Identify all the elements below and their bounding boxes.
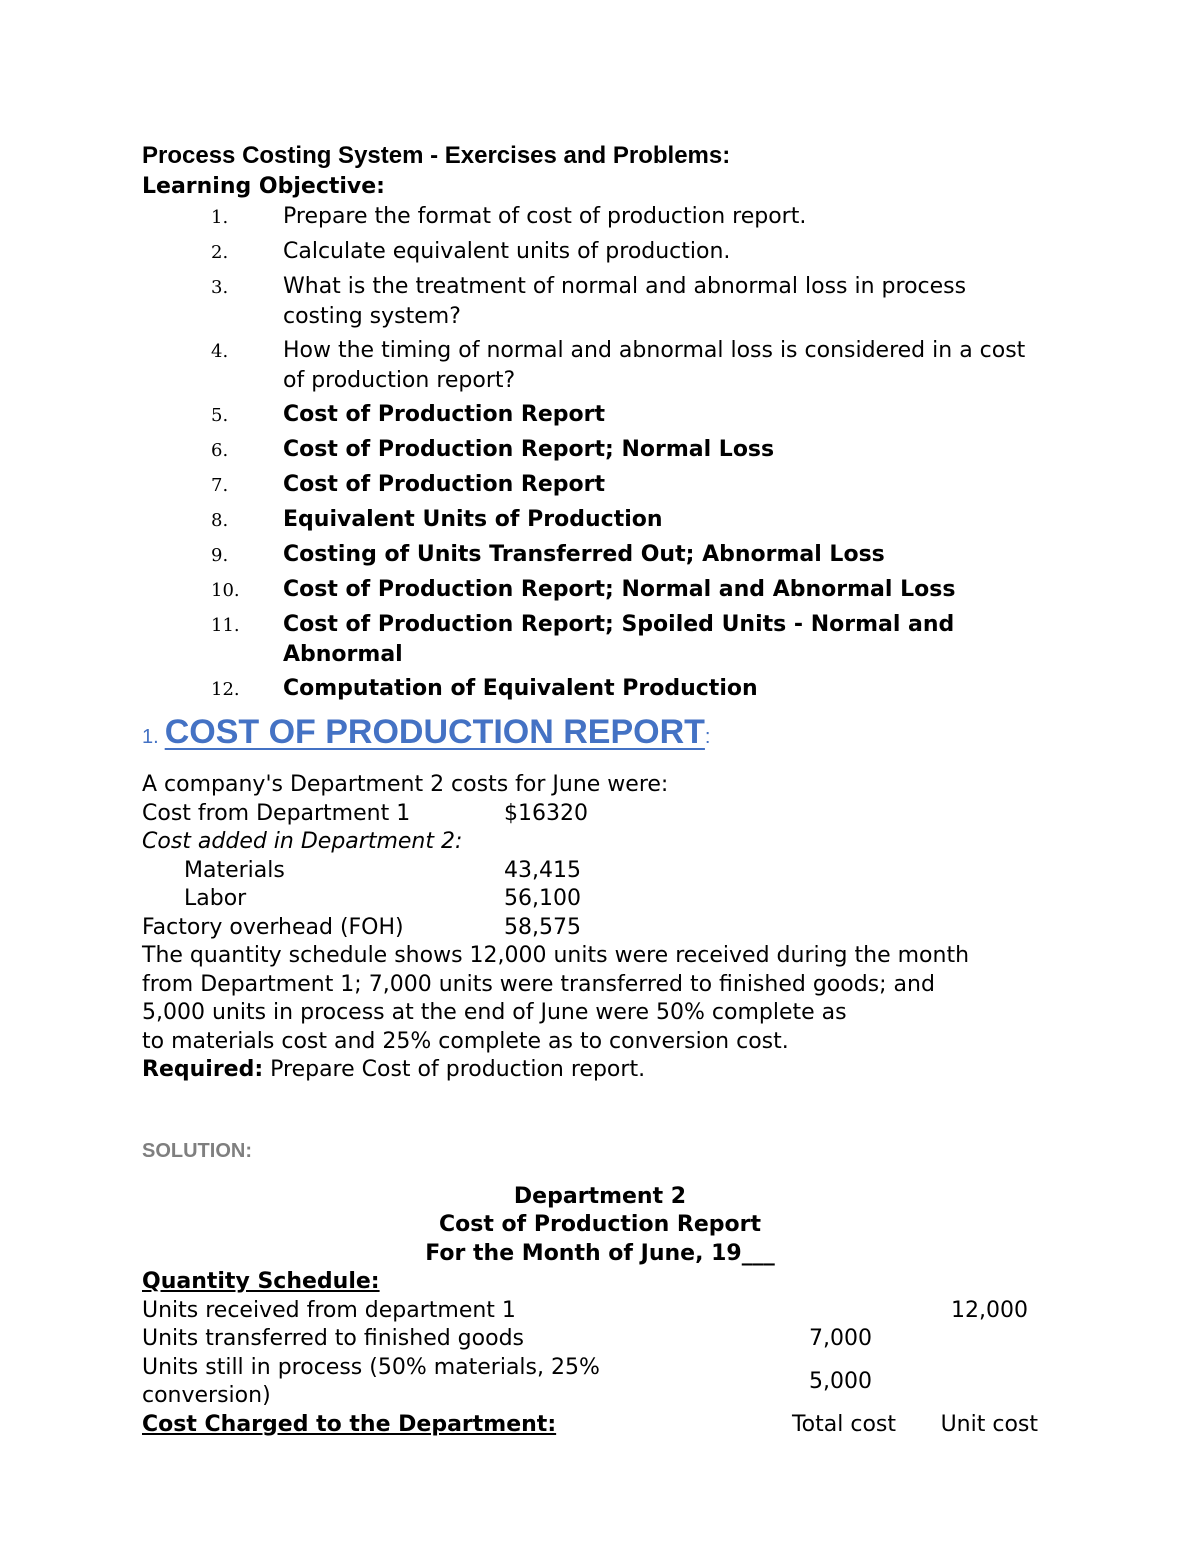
section-heading: [142, 710, 1042, 759]
cost-label: Materials: [184, 857, 285, 883]
objective-number: 2.: [211, 242, 229, 263]
cost-row-dept1: [142, 800, 1042, 829]
objective-number: 5.: [211, 405, 229, 426]
objective-item: [211, 674, 1042, 704]
quantity-label: Units still in process (50% materials, 25% conversion): [142, 1354, 600, 1408]
cost-label: Factory overhead (FOH): [142, 914, 404, 940]
cost-value: 56,100: [504, 886, 581, 911]
objective-item: [211, 237, 1042, 267]
objective-text: Cost of Production Report; Normal Loss: [283, 437, 775, 462]
cost-value: $16320: [504, 800, 588, 826]
objective-text: How the timing of normal and abnormal loss is considered in a cost of production report?: [283, 338, 1026, 393]
objective-number: 6.: [211, 440, 229, 461]
schedule-text: from Department 1; 7,000 units were transferred to finished goods; and: [142, 971, 935, 997]
objective-number: 7.: [211, 475, 229, 496]
objective-item: [211, 575, 1042, 605]
objective-item: [211, 272, 1042, 331]
quantity-label: Units transferred to finished goods: [142, 1326, 524, 1351]
quantity-value: 5,000: [809, 1368, 872, 1394]
quantity-value: 7,000: [809, 1326, 872, 1351]
objective-text: Cost of Production Report; Spoiled Units - Normal and Abnormal: [283, 612, 955, 667]
schedule-text: to materials cost and 25% complete as to conversion cost.: [142, 1028, 789, 1054]
section-number: 1.: [142, 726, 159, 748]
objective-number: 10.: [211, 580, 240, 601]
objective-text: Cost of Production Report: [283, 402, 605, 427]
objective-number: 3.: [211, 277, 229, 298]
objective-text: Equivalent Units of Production: [283, 507, 663, 532]
cost-added-label: Cost added in Department 2:: [142, 829, 463, 854]
objective-item: [211, 336, 1042, 395]
required-statement: [142, 1056, 1042, 1085]
quantity-row-in-process: [142, 1354, 1042, 1411]
cost-label: Cost from Department 1: [142, 800, 411, 826]
objective-text: Costing of Units Transferred Out; Abnormal Loss: [283, 542, 885, 567]
objective-item: [211, 202, 1042, 232]
objective-item: [211, 435, 1042, 465]
cost-label: Labor: [184, 886, 247, 911]
objective-number: 9.: [211, 545, 229, 566]
quantity-label: Units received from department 1: [142, 1297, 516, 1323]
objective-text: Prepare the format of cost of production report.: [283, 204, 807, 229]
cost-row-materials: [142, 857, 1042, 886]
objective-item: [211, 400, 1042, 430]
quantity-row-transferred: [142, 1325, 1042, 1354]
objective-text: Computation of Equivalent Production: [283, 676, 758, 701]
learning-objective-heading: Learning Objective:: [142, 174, 385, 199]
section-colon: :: [704, 726, 711, 748]
objectives-list: [142, 202, 1042, 704]
document-page: [142, 140, 1042, 1439]
section-title: COST OF PRODUCTION REPORT: [164, 713, 705, 751]
report-title: Cost of Production Report: [439, 1212, 761, 1237]
schedule-text: 5,000 units in process at the end of June were 50% complete as: [142, 1000, 847, 1025]
objective-text: Cost of Production Report; Normal and Abnormal Loss: [283, 577, 956, 602]
objective-number: 8.: [211, 510, 229, 531]
objective-text: Cost of Production Report: [283, 472, 605, 497]
objective-number: 12.: [211, 679, 240, 700]
cost-charged-row: [142, 1411, 1042, 1440]
objective-item: [211, 505, 1042, 535]
total-cost-header: Total cost: [791, 1411, 896, 1437]
cost-value: 43,415: [504, 857, 581, 883]
quantity-schedule-heading: Quantity Schedule:: [142, 1269, 380, 1294]
required-label: Required:: [142, 1057, 264, 1082]
cost-row-foh: [142, 914, 1042, 943]
objective-item: [211, 470, 1042, 500]
objective-text: What is the treatment of normal and abnormal loss in process costing system?: [283, 274, 967, 329]
schedule-text: The quantity schedule shows 12,000 units were received during the month: [142, 943, 970, 968]
objective-number: 4.: [211, 341, 229, 362]
objective-item: [211, 610, 1042, 669]
report-department: Department 2: [513, 1183, 687, 1209]
report-period: For the Month of June, 19___: [425, 1240, 775, 1266]
objective-number: 11.: [211, 615, 240, 636]
required-text: Prepare Cost of production report.: [263, 1057, 646, 1082]
problem-intro: A company's Department 2 costs for June were:: [142, 772, 669, 797]
cost-row-labor: [142, 885, 1042, 914]
document-title: Process Costing System - Exercises and Problems:: [142, 142, 731, 169]
unit-cost-header: Unit cost: [940, 1411, 1038, 1437]
objective-item: [211, 540, 1042, 570]
cost-charged-heading: Cost Charged to the Department:: [142, 1411, 557, 1437]
objective-text: Calculate equivalent units of production.: [283, 239, 731, 264]
objective-number: 1.: [211, 207, 229, 228]
quantity-row-received: [142, 1297, 1042, 1326]
solution-label: SOLUTION:: [142, 1139, 252, 1162]
quantity-value: 12,000: [951, 1297, 1028, 1323]
cost-value: 58,575: [504, 914, 581, 940]
